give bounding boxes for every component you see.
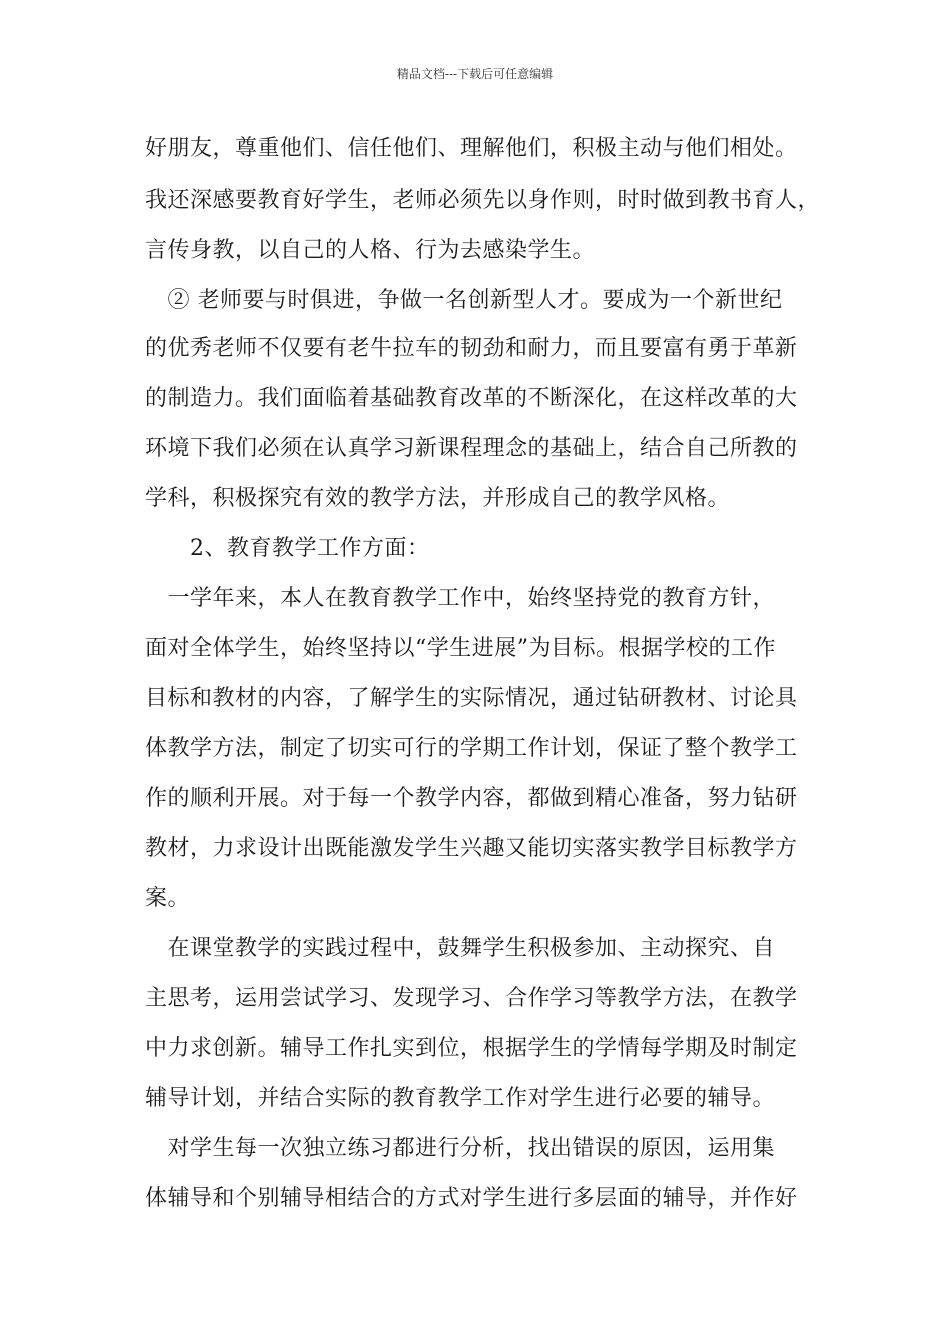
body-line: 对学生每一次独立练习都进行分析，找出错误的原因，运用集 [145,1136,776,1161]
body-line: 的制造力。我们面临着基础教育改革的不断深化，在这样改革的大 [145,386,798,411]
body-line: 在课堂教学的实践过程中，鼓舞学生积极参加、主动探究、自 [145,936,776,961]
page-header: 精品文档---下载后可任意编辑 [396,67,554,81]
body-line: 教材，力求设计出既能激发学生兴趣又能切实落实教学目标教学方 [145,836,798,861]
body-line: 我还深感要教育好学生，老师必须先以身作则，时时做到教书育人， [145,188,821,213]
body-line: 面对全体学生，始终坚持以“学生进展”为目标。根据学校的工作 [145,636,776,661]
body-line: 一学年来，本人在教育教学工作中，始终坚持党的教育方针， [145,586,776,611]
body-line: 主思考，运用尝试学习、发现学习、合作学习等教学方法，在教学 [145,986,798,1011]
body-line: 学科，积极探究有效的教学方法，并形成自己的教学风格。 [145,486,731,511]
body-line: 体教学方法，制定了切实可行的学期工作计划，保证了整个教学工 [145,736,798,761]
body-line: 环境下我们必须在认真学习新课程理念的基础上，结合自己所教的 [145,436,798,461]
body-line: 言传身教，以自己的人格、行为去感染学生。 [145,238,596,263]
body-line: 体辅导和个别辅导相结合的方式对学生进行多层面的辅导，并作好 [145,1186,798,1211]
body-line: 案。 [145,886,191,911]
body-line: 辅导计划，并结合实际的教育教学工作对学生进行必要的辅导。 [145,1086,776,1111]
body-line: 目标和教材的内容，了解学生的实际情况，通过钻研教材、讨论具 [145,686,798,711]
body-line: 好朋友，尊重他们、信任他们、理解他们，积极主动与他们相处。 [145,136,798,161]
body-line: 的优秀老师不仅要有老牛拉车的韧劲和耐力，而且要富有勇于革新 [145,336,798,361]
section-heading: 2、教育教学工作方面： [145,536,430,561]
body-line: 作的顺利开展。对于每一个教学内容，都做到精心准备，努力钻研 [145,786,798,811]
body-line: 中力求创新。辅导工作扎实到位，根据学生的学情每学期及时制定 [145,1036,798,1061]
body-line: ② 老师要与时俱进，争做一名创新型人才。要成为一个新世纪 [145,288,783,313]
